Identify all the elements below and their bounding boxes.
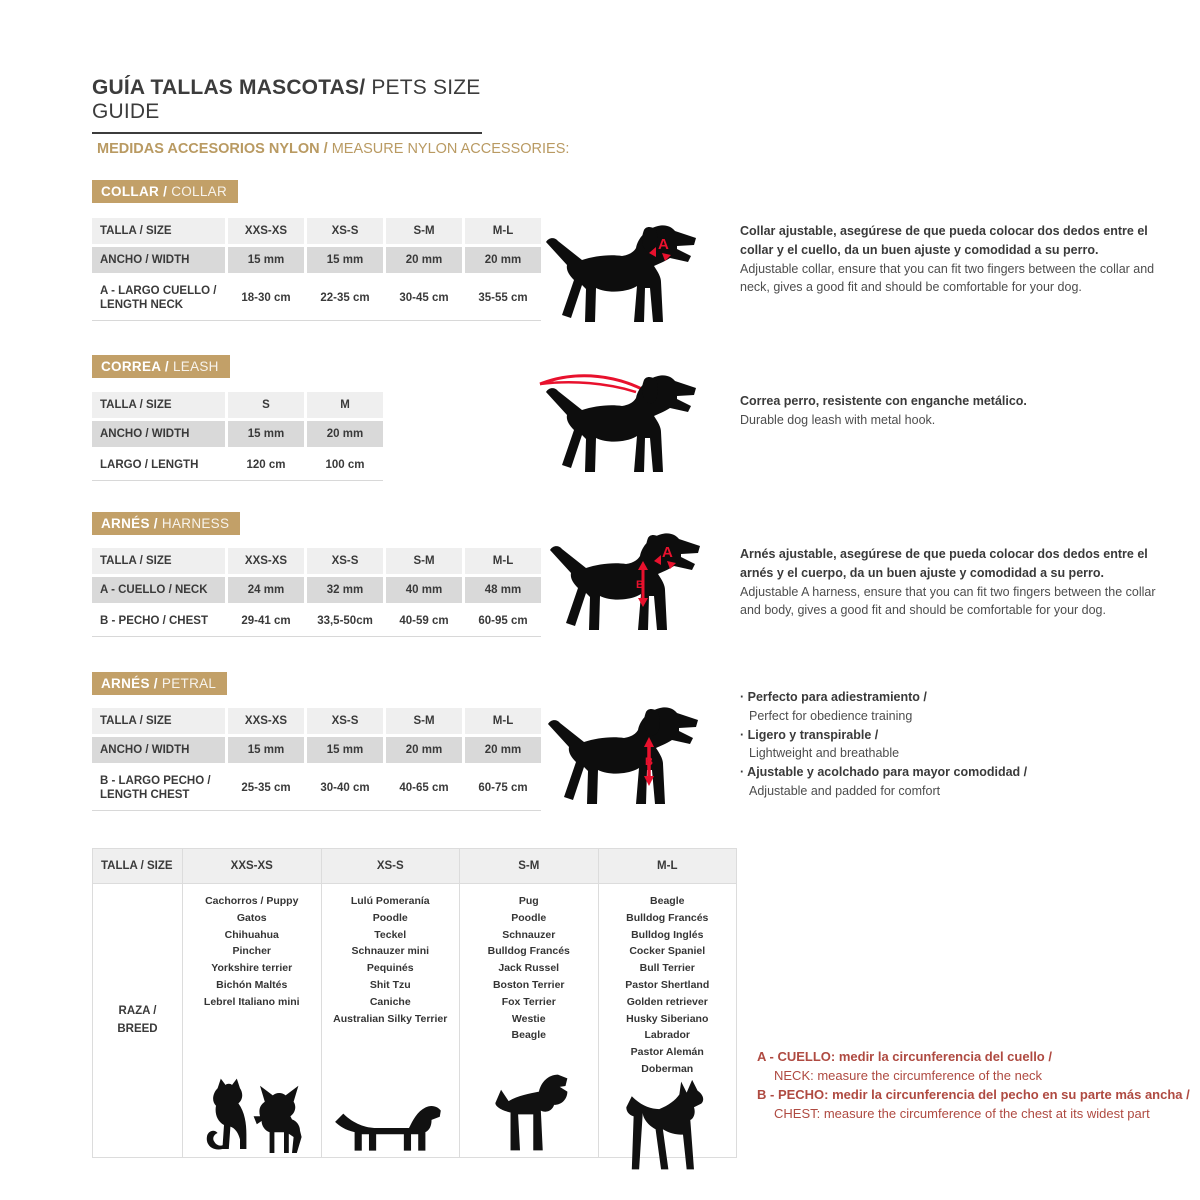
harness-neck-value: 40 mm (386, 577, 462, 603)
cat-silhouette-icon (200, 1073, 248, 1157)
leash-badge-es: CORREA / (101, 359, 169, 374)
leash-length-row (92, 450, 383, 481)
collar-badge-en: COLLAR (167, 184, 228, 199)
harness-desc-es: Arnés ajustable, asegúrese de que pueda colocar dos dedos entre el arnés y el cuerpo, da un buen ajuste y comodidad a su perro. (740, 547, 1148, 580)
breed-name: Golden retriever (626, 995, 708, 1008)
note-neck-es: A - CUELLO: medir la circunferencia del cuello / (757, 1049, 1052, 1064)
petral-table-header-row (92, 708, 541, 734)
leash-desc-en: Durable dog leash with metal hook. (740, 412, 936, 427)
page-subtitle-es: MEDIDAS ACCESORIOS NYLON / (97, 141, 328, 157)
collar-size-ml: M-L (465, 218, 541, 244)
harness-chest-label: B - PECHO / CHEST (92, 606, 225, 636)
petral-width-label: ANCHO / WIDTH (92, 737, 225, 763)
harness-dog-illustration (540, 524, 710, 636)
petral-chest-value: 30-40 cm (307, 766, 383, 810)
breed-name: Husky Siberiano (626, 1012, 709, 1025)
breed-name: Pastor Shertland (625, 978, 710, 991)
breed-name: Chihuahua (224, 928, 279, 941)
dachshund-silhouette-icon (331, 1095, 449, 1157)
breed-name: Bichón Maltés (216, 978, 288, 991)
petral-features-list (740, 688, 1170, 801)
leash-size-m: M (307, 392, 383, 418)
petral-width-value: 15 mm (307, 737, 383, 763)
petral-feature (740, 763, 1170, 801)
collar-table-header-row (92, 218, 541, 244)
breed-name: Bulldog Francés (487, 945, 570, 958)
petral-chest-row (92, 766, 541, 811)
leash-section-badge (92, 355, 230, 378)
petral-size-xs: XS-S (307, 708, 383, 734)
harness-measure-b-label: B (636, 579, 644, 591)
collar-width-value: 20 mm (465, 247, 541, 273)
harness-size-xxs: XXS-XS (228, 548, 304, 574)
petral-width-row (92, 737, 541, 763)
petral-size-ml: M-L (465, 708, 541, 734)
breed-list-xxs (204, 893, 300, 1011)
collar-size-xs: XS-S (307, 218, 383, 244)
breeds-cell-xs (322, 884, 461, 1158)
leash-badge-en: LEASH (168, 359, 219, 374)
breed-name: Yorkshire terrier (211, 962, 293, 975)
petral-chest-value: 40-65 cm (386, 766, 462, 810)
leash-desc-es: Correa perro, resistente con enganche metálico. (740, 394, 1027, 408)
harness-description (740, 545, 1160, 620)
harness-measure-a-label: A (662, 544, 673, 561)
petral-chest-value: 25-35 cm (228, 766, 304, 810)
collar-width-label: ANCHO / WIDTH (92, 247, 225, 273)
note-neck (757, 1048, 1191, 1086)
chihuahua-silhouette-icon (252, 1081, 304, 1157)
harness-table (92, 548, 541, 637)
leash-length-label: LARGO / LENGTH (92, 450, 225, 480)
petral-feature-en: Adjustable and padded for comfort (749, 783, 941, 798)
collar-width-value: 15 mm (307, 247, 383, 273)
collar-measure-a-label: A (658, 236, 669, 253)
collar-size-label: TALLA / SIZE (92, 218, 225, 244)
harness-neck-value: 24 mm (228, 577, 304, 603)
breed-name: Beagle (650, 895, 685, 907)
collar-desc-en: Adjustable collar, ensure that you can fit two fingers between the collar and neck, gives a good fit and should be comfortable for your dog. (740, 261, 1155, 295)
breed-name: Bulldog Inglés (631, 928, 704, 941)
harness-size-label: TALLA / SIZE (92, 548, 225, 574)
harness-chest-value: 40-59 cm (386, 606, 462, 636)
breed-name: Pastor Alemán (630, 1046, 704, 1059)
breed-name: Poodle (372, 911, 408, 924)
breed-name: Bull Terrier (639, 962, 695, 975)
leash-width-label: ANCHO / WIDTH (92, 421, 225, 447)
collar-neck-value: 18-30 cm (228, 276, 304, 320)
collar-desc-es: Collar ajustable, asegúrese de que pueda colocar dos dedos entre el collar y el cuello, da un buen ajuste y comodidad a su perro. (740, 224, 1148, 257)
leash-width-value: 20 mm (307, 421, 383, 447)
collar-size-sm: S-M (386, 218, 462, 244)
petral-feature-es: · Ligero y transpirable / (740, 726, 1170, 745)
breed-name: Boston Terrier (492, 978, 565, 991)
breeds-cell-ml (599, 884, 738, 1158)
breeds-size-label: TALLA / SIZE (93, 849, 183, 884)
breed-name: Cachorros / Puppy (205, 895, 299, 907)
breed-name: Doberman (641, 1062, 694, 1075)
collar-neck-row (92, 276, 541, 321)
harness-badge-en: HARNESS (157, 516, 230, 531)
breed-name: Gatos (236, 911, 267, 924)
breed-name: Bulldog Francés (626, 911, 709, 924)
breeds-sm-silhouettes (484, 1067, 574, 1157)
petral-feature (740, 688, 1170, 726)
note-chest (757, 1086, 1191, 1124)
schnauzer-silhouette-icon (484, 1067, 574, 1157)
collar-badge-es: COLLAR / (101, 184, 168, 199)
petral-width-value: 20 mm (465, 737, 541, 763)
petral-size-label: TALLA / SIZE (92, 708, 225, 734)
breed-name: Jack Russel (498, 962, 560, 975)
breed-name: Beagle (511, 1029, 546, 1042)
leash-table-header-row (92, 392, 383, 418)
collar-size-xxs: XXS-XS (228, 218, 304, 244)
leash-size-s: S (228, 392, 304, 418)
breeds-size-xxs: XXS-XS (183, 849, 322, 884)
petral-size-xxs: XXS-XS (228, 708, 304, 734)
petral-chest-label: B - LARGO PECHO / LENGTH CHEST (92, 766, 225, 810)
harness-size-xs: XS-S (307, 548, 383, 574)
page-title-en: PETS SIZE GUIDE (92, 76, 481, 123)
breed-name: Shit Tzu (369, 978, 411, 991)
collar-neck-label: A - LARGO CUELLO / LENGTH NECK (92, 276, 225, 320)
petral-feature-es: · Ajustable y acolchado para mayor comodidad / (740, 763, 1170, 782)
harness-table-header-row (92, 548, 541, 574)
petral-measure-b-label: B (645, 756, 653, 768)
leash-width-value: 15 mm (228, 421, 304, 447)
breed-list-ml (625, 893, 709, 1078)
harness-size-sm: S-M (386, 548, 462, 574)
harness-section-badge (92, 512, 240, 535)
petral-table (92, 708, 541, 811)
breeds-xxs-silhouettes (200, 1073, 304, 1157)
petral-feature-en: Lightweight and breathable (749, 746, 900, 761)
collar-table (92, 218, 541, 321)
breeds-row-label: RAZA / BREED (93, 884, 183, 1158)
breed-name: Lulú Pomeranía (350, 895, 430, 907)
petral-badge-es: ARNÉS / (101, 676, 158, 691)
collar-dog-illustration (536, 216, 706, 328)
breeds-size-ml: M-L (599, 849, 738, 884)
breed-name: Pug (518, 895, 539, 907)
breed-list-xs (333, 893, 447, 1027)
breed-name: Poodle (511, 911, 547, 924)
breed-name: Caniche (369, 995, 411, 1008)
leash-dog-illustration (536, 366, 706, 478)
harness-badge-es: ARNÉS / (101, 516, 158, 531)
petral-section-badge (92, 672, 227, 695)
breed-name: Schnauzer (502, 928, 556, 941)
leash-size-label: TALLA / SIZE (92, 392, 225, 418)
petral-chest-value: 60-75 cm (465, 766, 541, 810)
collar-description (740, 222, 1160, 297)
breed-name: Westie (511, 1012, 546, 1025)
petral-feature (740, 726, 1170, 764)
breed-name: Schnauzer mini (351, 945, 430, 958)
petral-badge-en: PETRAL (157, 676, 217, 691)
harness-desc-en: Adjustable A harness, ensure that you can fit two fingers between the collar and body, gives a good fit and should be comfortable for your dog. (740, 584, 1156, 618)
harness-neck-value: 32 mm (307, 577, 383, 603)
collar-width-value: 20 mm (386, 247, 462, 273)
leash-description (740, 392, 1160, 430)
petral-feature-en: Perfect for obedience training (749, 708, 913, 723)
page-subtitle-en: MEASURE NYLON ACCESSORIES: (327, 141, 570, 157)
collar-neck-value: 35-55 cm (465, 276, 541, 320)
breeds-table (92, 848, 737, 1158)
leash-length-value: 120 cm (228, 450, 304, 480)
breed-name: Pincher (232, 945, 271, 958)
breeds-ml-silhouettes (617, 1078, 717, 1174)
harness-chest-value: 60-95 cm (465, 606, 541, 636)
breed-name: Australian Silky Terrier (333, 1012, 448, 1025)
harness-chest-value: 33,5-50cm (307, 606, 383, 636)
harness-chest-value: 29-41 cm (228, 606, 304, 636)
page-title (92, 76, 482, 134)
leash-width-row (92, 421, 383, 447)
page-subtitle (97, 141, 569, 157)
petral-size-sm: S-M (386, 708, 462, 734)
collar-width-value: 15 mm (228, 247, 304, 273)
harness-size-ml: M-L (465, 548, 541, 574)
leash-table (92, 392, 383, 481)
collar-neck-value: 22-35 cm (307, 276, 383, 320)
breed-name: Teckel (374, 928, 407, 941)
petral-width-value: 15 mm (228, 737, 304, 763)
collar-section-badge (92, 180, 238, 203)
breed-name: Lebrel Italiano mini (203, 995, 300, 1008)
collar-width-row (92, 247, 541, 273)
note-neck-en: NECK: measure the circumference of the neck (774, 1067, 1043, 1083)
breeds-cell-xxs (183, 884, 322, 1158)
note-chest-es: B - PECHO: medir la circunferencia del pecho en su parte más ancha / (757, 1086, 1190, 1102)
breed-list-sm (488, 893, 570, 1044)
petral-dog-illustration (538, 698, 708, 810)
petral-width-value: 20 mm (386, 737, 462, 763)
collar-neck-value: 30-45 cm (386, 276, 462, 320)
page-title-es: GUÍA TALLAS MASCOTAS/ (92, 76, 366, 99)
petral-feature-es: · Perfecto para adiestramiento / (740, 688, 1170, 707)
breed-name: Fox Terrier (501, 995, 556, 1008)
breeds-size-sm: S-M (460, 849, 599, 884)
harness-neck-value: 48 mm (465, 577, 541, 603)
breeds-cell-sm (460, 884, 599, 1158)
harness-chest-row (92, 606, 541, 637)
breeds-size-xs: XS-S (322, 849, 461, 884)
breed-name: Labrador (644, 1029, 690, 1042)
harness-neck-row (92, 577, 541, 603)
measuring-notes (757, 1048, 1191, 1123)
breed-name: Cocker Spaniel (629, 945, 706, 958)
harness-neck-label: A - CUELLO / NECK (92, 577, 225, 603)
leash-length-value: 100 cm (307, 450, 383, 480)
note-chest-en: CHEST: measure the circumference of the chest at its widest part (774, 1105, 1150, 1121)
breed-name: Pequinés (366, 962, 414, 975)
breeds-xs-silhouettes (331, 1095, 449, 1157)
doberman-silhouette-icon (617, 1078, 717, 1174)
